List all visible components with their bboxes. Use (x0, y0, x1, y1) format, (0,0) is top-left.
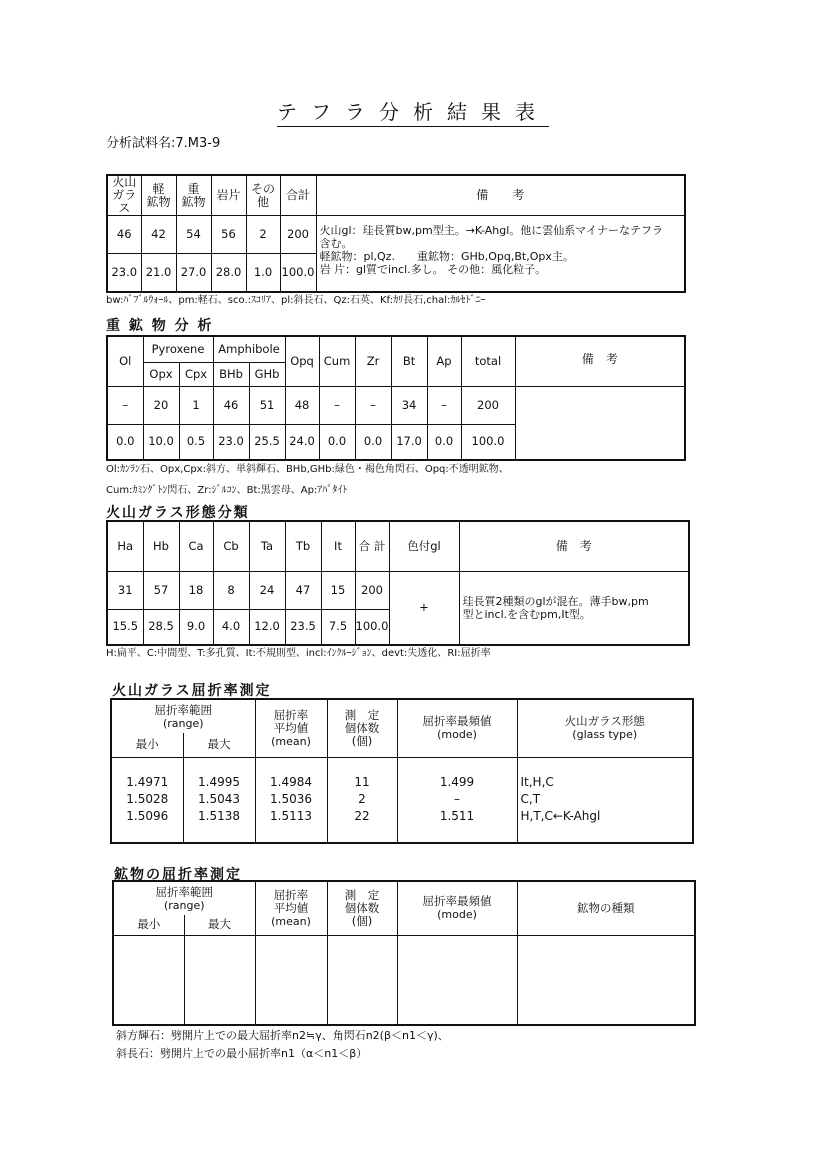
percent-cell: 21.0 (141, 254, 176, 292)
count-cell: 51 (249, 386, 285, 424)
count-cell: 54 (176, 216, 211, 254)
count-cell: 48 (285, 386, 319, 424)
header-rock-fragments: 岩片 (211, 175, 246, 216)
header-cb: Cb (213, 521, 249, 571)
header-it: It (321, 521, 355, 571)
header-ap: Ap (427, 336, 461, 386)
header-ca: Ca (179, 521, 213, 571)
min-values (113, 935, 184, 1025)
count-cell: 56 (211, 216, 246, 254)
percent-cell: 23.0 (107, 254, 141, 292)
header-total: 合 計 (355, 521, 389, 571)
mean-values: 1.4984 1.5036 1.5113 (255, 757, 327, 843)
count-cell: 8 (213, 571, 249, 609)
header-opx: Opx (143, 362, 179, 386)
count-cell: – (319, 386, 355, 424)
header-mean: 屈折率 平均値 (mean) (255, 881, 327, 935)
table-row (113, 935, 695, 1025)
header-zr: Zr (355, 336, 391, 386)
mean-values (255, 935, 327, 1025)
header-remarks: 備 考 (459, 521, 689, 571)
header-ghb: GHb (249, 362, 285, 386)
legend-heavy-minerals-2: Cum:ｶﾐﾝｸﾞﾄﾝ閃石、Zr:ｼﾞﾙｺﾝ、Bt:黒雲母、Ap:ｱﾊﾟﾀｲﾄ (106, 485, 348, 496)
percent-cell: 0.0 (107, 424, 143, 460)
percent-cell: 0.0 (427, 424, 461, 460)
header-remarks: 備 考 (515, 336, 685, 386)
header-opq: Opq (285, 336, 319, 386)
count-cell: – (427, 386, 461, 424)
header-ha: Ha (107, 521, 143, 571)
count-cell: 200 (461, 386, 515, 424)
count-cell: 18 (179, 571, 213, 609)
header-min: 最小 (111, 733, 183, 757)
percent-cell: 12.0 (249, 609, 285, 645)
header-min: 最小 (113, 915, 184, 935)
min-values: 1.4971 1.5028 1.5096 (111, 757, 183, 843)
header-ta: Ta (249, 521, 285, 571)
header-ol: Ol (107, 336, 143, 386)
section-title-glass-morphology: 火山ガラス形態分類 (106, 505, 250, 521)
mode-values: 1.499 – 1.511 (397, 757, 517, 843)
percent-cell: 1.0 (246, 254, 280, 292)
header-light-minerals: 軽 鉱物 (141, 175, 176, 216)
header-colored-glass: 色付gl (389, 521, 459, 571)
header-mineral-type: 鉱物の種類 (517, 881, 695, 935)
section-title-heavy-minerals: 重 鉱 物 分 析 (106, 318, 214, 334)
percent-cell: 27.0 (176, 254, 211, 292)
percent-cell: 0.0 (355, 424, 391, 460)
count-values (327, 935, 397, 1025)
legend-composition: bw:ﾊﾞﾌﾞﾙｳｫｰﾙ、pm:軽石、sco.:ｽｺﾘｱ、pl:斜長石、Qz:石英、Kf:ｶﾘ長石,chal:ｶﾙｾﾄﾞﾆｰ (106, 295, 486, 306)
count-cell: 200 (355, 571, 389, 609)
percent-cell: 0.5 (179, 424, 213, 460)
header-other: その 他 (246, 175, 280, 216)
max-values (184, 935, 255, 1025)
count-cell: 57 (143, 571, 179, 609)
percent-cell: 100.0 (280, 254, 316, 292)
header-count: 測 定 個体数 (個) (327, 699, 397, 757)
count-values: 11 2 22 (327, 757, 397, 843)
glass-type-values: It,H,C C,T H,T,C←K-Ahgl (517, 757, 693, 843)
header-max: 最大 (183, 733, 255, 757)
glass-refractive-index-table (110, 698, 694, 844)
header-total: total (461, 336, 515, 386)
header-bt: Bt (391, 336, 427, 386)
header-max: 最大 (184, 915, 255, 935)
table-header-row (107, 175, 685, 216)
count-cell: 2 (246, 216, 280, 254)
percent-cell: 7.5 (321, 609, 355, 645)
percent-cell: 24.0 (285, 424, 319, 460)
count-cell: 20 (143, 386, 179, 424)
count-cell: – (107, 386, 143, 424)
percent-cell: 15.5 (107, 609, 143, 645)
percent-cell: 17.0 (391, 424, 427, 460)
percent-cell: 100.0 (355, 609, 389, 645)
table-header-row (113, 881, 695, 915)
mode-values (397, 935, 517, 1025)
footnote-1: 斜方輝石：劈開片上での最大屈折率n2≒γ、角閃石n2(β＜n1＜γ)、 (116, 1029, 449, 1042)
table-row (111, 757, 693, 843)
header-tb: Tb (285, 521, 321, 571)
table-header-row (107, 521, 689, 571)
header-total: 合計 (280, 175, 316, 216)
count-cell: 42 (141, 216, 176, 254)
remarks-cell: 火山gl：珪長質bw,pm型主。→K-Ahgl。他に雲仙系マイナーなテフラ 含む。 軽鉱物：pl,Qz. 重鉱物：GHb,Opq,Bt,Opx主。 岩 片：gl質でincl.多し。 その他：風化粒子。 (316, 216, 685, 292)
header-cpx: Cpx (179, 362, 213, 386)
legend-heavy-minerals-1: Ol:ｶﾝﾗﾝ石、Opx,Cpx:斜方、単斜輝石、BHb,GHb:緑色・褐色角閃石、Opq:不透明鉱物、 (106, 464, 509, 475)
header-hb: Hb (143, 521, 179, 571)
table-header-row (107, 336, 685, 362)
section-title-glass-refractive-index: 火山ガラス屈折率測定 (112, 683, 272, 699)
section-title-mineral-refractive-index: 鉱物の屈折率測定 (114, 867, 242, 883)
header-heavy-minerals: 重 鉱物 (176, 175, 211, 216)
percent-cell: 4.0 (213, 609, 249, 645)
table-row (107, 216, 685, 254)
table-header-row (111, 699, 693, 733)
percent-cell: 100.0 (461, 424, 515, 460)
header-range: 屈折率範囲 (range) (113, 881, 255, 915)
mineral-refractive-index-table (112, 880, 696, 1026)
header-mode: 屈折率最頻値 (mode) (397, 699, 517, 757)
header-amphibole: Amphibole (213, 336, 285, 362)
mineral-type-values (517, 935, 695, 1025)
header-mode: 屈折率最頻値 (mode) (397, 881, 517, 935)
header-mean: 屈折率 平均値 (mean) (255, 699, 327, 757)
count-cell: 1 (179, 386, 213, 424)
count-cell: 200 (280, 216, 316, 254)
count-cell: 31 (107, 571, 143, 609)
page-title: テフラ分析結果表 (0, 96, 826, 125)
percent-cell: 28.5 (143, 609, 179, 645)
header-cum: Cum (319, 336, 355, 386)
count-cell: 46 (213, 386, 249, 424)
header-range: 屈折率範囲 (range) (111, 699, 255, 733)
glass-morphology-table (106, 520, 690, 646)
header-pyroxene: Pyroxene (143, 336, 213, 362)
remarks-cell (515, 386, 685, 460)
tephra-composition-table (106, 174, 686, 293)
max-values: 1.4995 1.5043 1.5138 (183, 757, 255, 843)
percent-cell: 0.0 (319, 424, 355, 460)
percent-cell: 28.0 (211, 254, 246, 292)
header-remarks: 備 考 (316, 175, 685, 216)
header-bhb: BHb (213, 362, 249, 386)
percent-cell: 9.0 (179, 609, 213, 645)
count-cell: – (355, 386, 391, 424)
percent-cell: 10.0 (143, 424, 179, 460)
percent-cell: 23.5 (285, 609, 321, 645)
header-count: 測 定 個体数 (個) (327, 881, 397, 935)
percent-cell: 25.5 (249, 424, 285, 460)
remarks-cell: 珪長質2種類のglが混在。薄手bw,pm 型とincl.を含むpm,It型。 (459, 571, 689, 645)
count-cell: 47 (285, 571, 321, 609)
heavy-mineral-table (106, 335, 686, 461)
table-row (107, 386, 685, 424)
count-cell: 46 (107, 216, 141, 254)
sample-name: 分析試料名:7.M3-9 (106, 136, 221, 151)
table-row (107, 571, 689, 609)
colored-glass-cell: + (389, 571, 459, 645)
count-cell: 34 (391, 386, 427, 424)
percent-cell: 23.0 (213, 424, 249, 460)
legend-glass-morphology: H:扁平、C:中間型、T:多孔質、It:不規則型、incl:ｲﾝｸﾙｰｼﾞｮﾝ、devt:失透化、RI:屈折率 (106, 648, 491, 659)
count-cell: 15 (321, 571, 355, 609)
header-volcanic-glass: 火山 ガラス (107, 175, 141, 216)
count-cell: 24 (249, 571, 285, 609)
footnote-2: 斜長石：劈開片上での最小屈折率n1（α＜n1＜β） (116, 1047, 368, 1060)
header-glass-type: 火山ガラス形態 (glass type) (517, 699, 693, 757)
